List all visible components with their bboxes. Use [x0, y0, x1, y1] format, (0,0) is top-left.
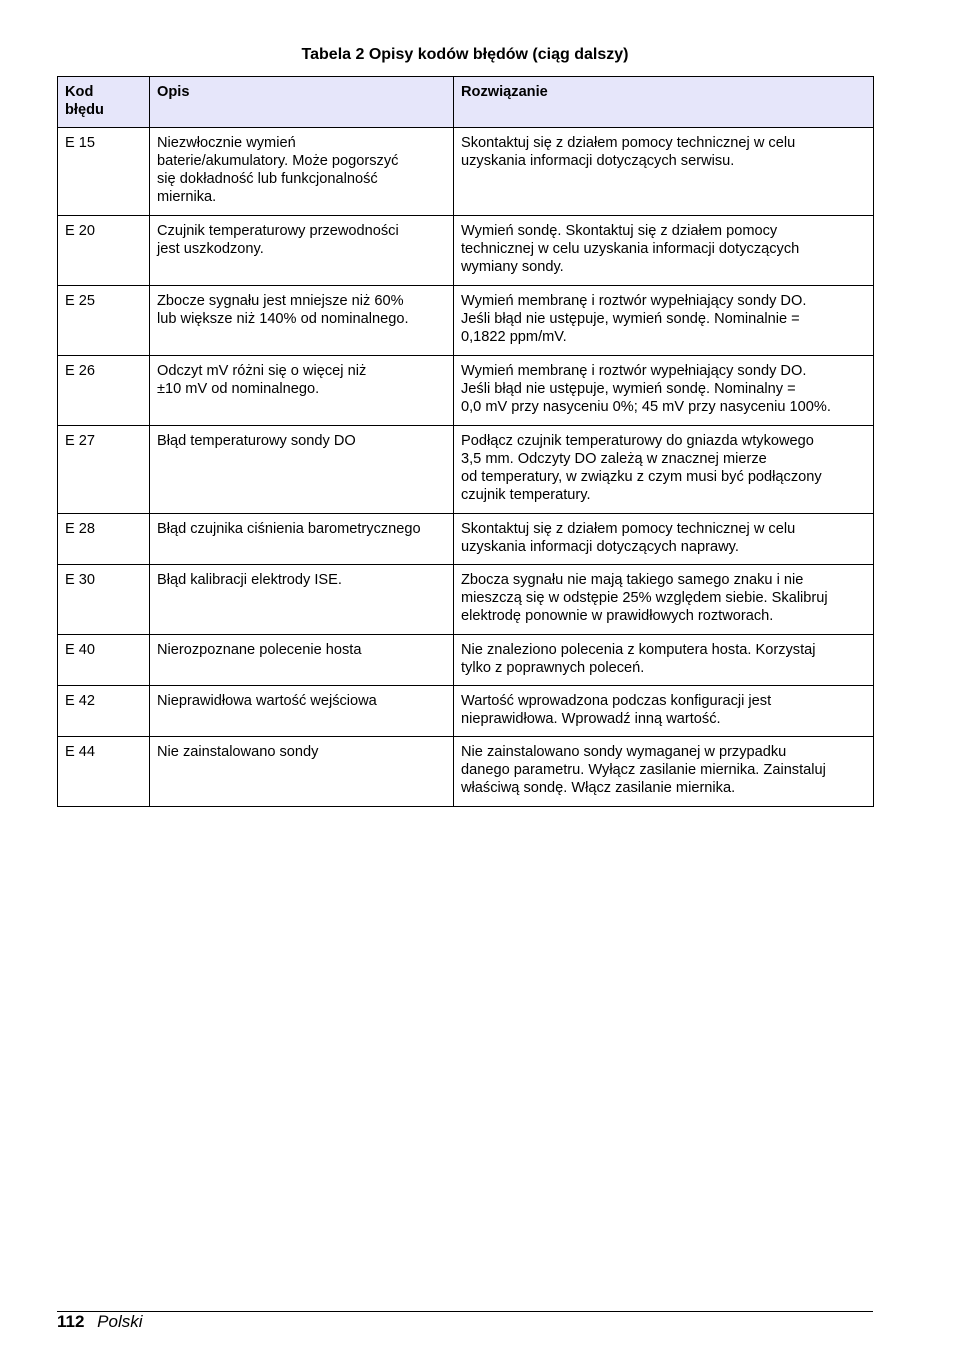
description-cell: Nieprawidłowa wartość wejściowa: [150, 686, 454, 737]
description-cell: Błąd kalibracji elektrody ISE.: [150, 565, 454, 635]
page-number: 112: [57, 1312, 85, 1331]
solution-cell: Skontaktuj się z działem pomocy technicznej w celu uzyskania informacji dotyczących serwisu.: [454, 128, 874, 216]
table-row: [58, 635, 874, 686]
footer-language: Polski: [97, 1312, 143, 1331]
footer-divider: [57, 1311, 873, 1312]
table-row: [58, 216, 874, 286]
table-row: [58, 426, 874, 514]
description-cell: Nierozpoznane polecenie hosta: [150, 635, 454, 686]
table-row: [58, 128, 874, 216]
table-row: [58, 514, 874, 565]
table-row: [58, 737, 874, 807]
page-footer: [57, 1311, 143, 1333]
error-code-cell: E 40: [58, 635, 150, 686]
table-header-row: [58, 77, 874, 128]
error-code-cell: E 42: [58, 686, 150, 737]
solution-cell: Wymień sondę. Skontaktuj się z działem pomocy technicznej w celu uzyskania informacji dotyczących wymiany sondy.: [454, 216, 874, 286]
solution-cell: Wymień membranę i roztwór wypełniający sondy DO. Jeśli błąd nie ustępuje, wymień sondę. Nominalnie = 0,1822 ppm/mV.: [454, 286, 874, 356]
description-cell: Błąd czujnika ciśnienia barometrycznego: [150, 514, 454, 565]
error-codes-table: [57, 76, 874, 807]
solution-cell: Nie zainstalowano sondy wymaganej w przypadku danego parametru. Wyłącz zasilanie miernika. Zainstaluj właściwą sondę. Włącz zasilanie miernika.: [454, 737, 874, 807]
solution-cell: Wymień membranę i roztwór wypełniający sondy DO. Jeśli błąd nie ustępuje, wymień sondę. Nominalny = 0,0 mV przy nasyceniu 0%; 45 mV przy nasyceniu 100%.: [454, 356, 874, 426]
solution-cell: Wartość wprowadzona podczas konfiguracji jest nieprawidłowa. Wprowadź inną wartość.: [454, 686, 874, 737]
error-code-cell: E 20: [58, 216, 150, 286]
table-row: [58, 356, 874, 426]
solution-cell: Zbocza sygnału nie mają takiego samego znaku i nie mieszczą się w odstępie 25% względem siebie. Skalibruj elektrodę ponownie w prawidłowych roztworach.: [454, 565, 874, 635]
error-code-cell: E 30: [58, 565, 150, 635]
description-cell: Niezwłocznie wymień baterie/akumulatory. Może pogorszyć się dokładność lub funkcjonalność miernika.: [150, 128, 454, 216]
error-code-cell: E 25: [58, 286, 150, 356]
table-row: [58, 286, 874, 356]
table-row: [58, 686, 874, 737]
solution-cell: Podłącz czujnik temperaturowy do gniazda wtykowego 3,5 mm. Odczyty DO zależą w znacznej mierze od temperatury, w związku z czym musi być podłączony czujnik temperatury.: [454, 426, 874, 514]
solution-cell: Skontaktuj się z działem pomocy technicznej w celu uzyskania informacji dotyczących naprawy.: [454, 514, 874, 565]
header-description: Opis: [150, 77, 454, 128]
description-cell: Błąd temperaturowy sondy DO: [150, 426, 454, 514]
error-code-cell: E 28: [58, 514, 150, 565]
table-caption: Tabela 2 Opisy kodów błędów (ciąg dalszy): [301, 46, 629, 63]
header-code: Kod błędu: [58, 77, 150, 128]
error-code-cell: E 26: [58, 356, 150, 426]
solution-cell: Nie znaleziono polecenia z komputera hosta. Korzystaj tylko z poprawnych poleceń.: [454, 635, 874, 686]
table-row: [58, 565, 874, 635]
error-code-cell: E 15: [58, 128, 150, 216]
description-cell: Zbocze sygnału jest mniejsze niż 60% lub większe niż 140% od nominalnego.: [150, 286, 454, 356]
description-cell: Czujnik temperaturowy przewodności jest uszkodzony.: [150, 216, 454, 286]
header-solution: Rozwiązanie: [454, 77, 874, 128]
error-code-cell: E 27: [58, 426, 150, 514]
description-cell: Odczyt mV różni się o więcej niż ±10 mV od nominalnego.: [150, 356, 454, 426]
description-cell: Nie zainstalowano sondy: [150, 737, 454, 807]
error-code-cell: E 44: [58, 737, 150, 807]
